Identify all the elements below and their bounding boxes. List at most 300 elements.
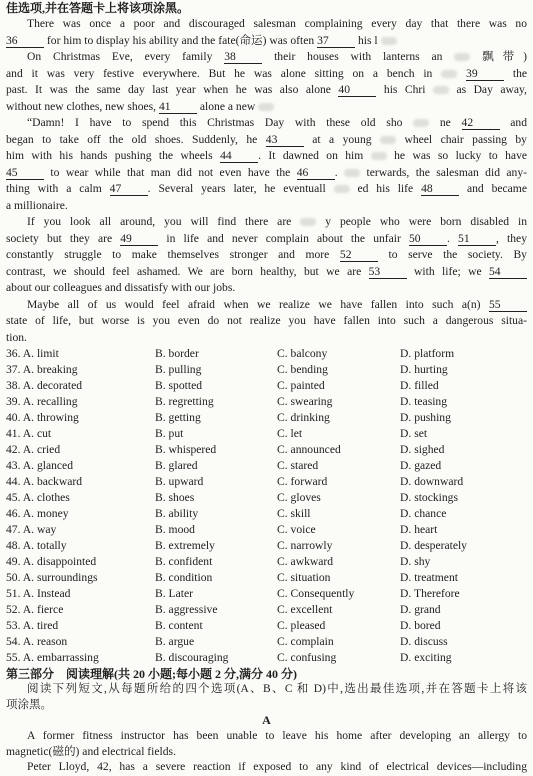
question-number: 44. — [6, 475, 21, 488]
option-word: exciting — [414, 651, 452, 664]
option-row — [6, 490, 527, 506]
line-text: 飘带) — [482, 50, 527, 63]
option-cell — [277, 474, 400, 490]
answer-blank: 52 — [340, 249, 378, 262]
option-letter: C. — [277, 459, 288, 472]
option-letter: D. — [400, 635, 412, 648]
text-line — [6, 115, 527, 132]
option-cell — [400, 346, 527, 362]
option-word: spotted — [168, 379, 203, 392]
option-letter: C. — [277, 507, 288, 520]
option-word: Therefore — [413, 587, 460, 600]
option-word: regretting — [168, 395, 214, 408]
option-cell — [155, 554, 277, 570]
option-cell — [155, 506, 277, 522]
line-text: On Christmas Eve, every family — [27, 50, 213, 63]
option-letter: B. — [155, 619, 166, 632]
option-word: cut — [36, 427, 52, 440]
question-number: 41. — [6, 427, 21, 440]
option-cell — [277, 506, 400, 522]
option-letter: B. — [155, 475, 166, 488]
option-word: tired — [36, 619, 59, 632]
option-word: money — [36, 507, 69, 520]
option-letter: B. — [155, 571, 166, 584]
answer-blank: 42 — [462, 117, 500, 130]
cloze-paragraph — [6, 115, 527, 214]
question-number: 36. — [6, 347, 21, 360]
option-letter: C. — [277, 651, 288, 664]
option-cell — [155, 474, 277, 490]
line-text: wheel chair passing by — [404, 132, 527, 146]
option-word: glared — [168, 459, 198, 472]
obscured-text-smudge — [380, 136, 396, 144]
option-cell — [400, 650, 527, 666]
option-word: heart — [414, 523, 438, 536]
option-cell — [155, 426, 277, 442]
option-cell — [6, 586, 155, 602]
option-cell — [155, 634, 277, 650]
option-word: surroundings — [36, 571, 98, 584]
line-text: 项涂黑。 — [6, 698, 52, 711]
option-letter: B. — [155, 587, 166, 600]
option-cell — [155, 650, 277, 666]
option-word: voice — [290, 523, 316, 536]
option-letter: D. — [400, 619, 412, 632]
option-letter: B. — [155, 347, 166, 360]
question-number: 54. — [6, 635, 21, 648]
line-text: state of life, but worse is you even do not realize you have fallen into such a dangerous situa- — [6, 314, 527, 327]
option-word: backward — [36, 475, 83, 488]
option-cell — [400, 394, 527, 410]
line-text: and — [510, 116, 527, 129]
option-word: gazed — [414, 459, 442, 472]
option-word: set — [414, 427, 428, 440]
obscured-text-smudge — [441, 70, 457, 78]
option-word: embarrassing — [36, 651, 99, 664]
option-cell — [6, 490, 155, 506]
option-word: limit — [36, 347, 59, 360]
line-text: ne — [439, 116, 451, 129]
obscured-text-smudge — [413, 119, 429, 127]
option-cell — [6, 602, 155, 618]
option-word: balcony — [290, 347, 328, 360]
text-line — [6, 198, 527, 215]
option-cell — [155, 570, 277, 586]
option-letter: A. — [22, 587, 35, 600]
option-cell — [277, 618, 400, 634]
option-cell — [155, 458, 277, 474]
option-letter: C. — [277, 395, 288, 408]
text-line — [6, 330, 527, 347]
option-word: painted — [290, 379, 325, 392]
option-letter: A. — [22, 539, 35, 552]
answer-blank: 45 — [6, 167, 44, 180]
option-letter: A. — [22, 379, 35, 392]
question-number: 37. — [6, 363, 21, 376]
option-word: let — [290, 427, 303, 440]
cloze-options-table — [6, 346, 527, 666]
obscured-text-smudge — [454, 53, 470, 61]
option-cell — [6, 394, 155, 410]
passage-paragraph — [6, 728, 527, 759]
line-text: without new clothes, new shoes, — [6, 99, 157, 113]
option-word: teasing — [414, 395, 448, 408]
section-title: 第三部分 阅读理解(共 20 小题;每小题 2 分,满分 40 分) — [6, 667, 297, 681]
line-text: began to take off the old shoes. Suddenly, he — [6, 132, 258, 146]
option-word: clothes — [36, 491, 70, 504]
passage-paragraph — [6, 759, 527, 775]
option-letter: C. — [277, 411, 288, 424]
option-word: argue — [168, 635, 195, 648]
option-cell — [277, 426, 400, 442]
option-letter: C. — [277, 379, 288, 392]
option-letter: B. — [155, 603, 166, 616]
answer-blank: 40 — [338, 84, 376, 97]
option-letter: B. — [155, 443, 166, 456]
line-text: he was so lucky to have — [394, 149, 527, 162]
option-row — [6, 570, 527, 586]
line-text: at a young — [312, 132, 372, 146]
text-line — [6, 181, 527, 198]
option-row — [6, 362, 527, 378]
text-line — [6, 165, 527, 182]
option-cell — [6, 570, 155, 586]
option-cell — [400, 362, 527, 378]
option-letter: D. — [400, 603, 412, 616]
option-letter: B. — [155, 459, 166, 472]
option-cell — [6, 346, 155, 362]
option-cell — [155, 346, 277, 362]
option-word: throwing — [36, 411, 79, 424]
option-cell — [6, 378, 155, 394]
option-cell — [155, 602, 277, 618]
option-word: breaking — [36, 363, 78, 376]
option-word: chance — [414, 507, 447, 520]
option-word: stockings — [414, 491, 458, 504]
option-word: reason — [36, 635, 68, 648]
option-word: recalling — [36, 395, 78, 408]
cloze-paragraph — [6, 16, 527, 49]
option-word: drinking — [290, 411, 330, 424]
option-cell — [277, 490, 400, 506]
option-word: ability — [168, 507, 199, 520]
line-text: terwards, the salesman did any- — [366, 165, 527, 179]
option-cell — [277, 394, 400, 410]
option-word: shy — [414, 555, 431, 568]
option-word: grand — [414, 603, 441, 616]
option-cell — [277, 570, 400, 586]
option-word: pleased — [290, 619, 326, 632]
question-number: 38. — [6, 379, 21, 392]
option-word: extremely — [168, 539, 215, 552]
option-letter: B. — [155, 539, 166, 552]
option-word: shoes — [168, 491, 195, 504]
option-row — [6, 538, 527, 554]
option-cell — [155, 362, 277, 378]
text-line — [6, 247, 527, 264]
option-row — [6, 586, 527, 602]
option-word: condition — [168, 571, 213, 584]
option-letter: C. — [277, 555, 288, 568]
option-row — [6, 474, 527, 490]
option-letter: B. — [155, 651, 166, 664]
option-cell — [6, 522, 155, 538]
option-cell — [6, 618, 155, 634]
option-letter: C. — [277, 523, 288, 536]
option-word: mood — [168, 523, 195, 536]
option-cell — [155, 490, 277, 506]
text-line — [6, 759, 527, 775]
line-text: to serve the society. By — [388, 248, 527, 261]
text-line — [6, 82, 527, 99]
option-word: totally — [36, 539, 67, 552]
question-number: 50. — [6, 571, 21, 584]
option-cell — [277, 458, 400, 474]
option-letter: A. — [22, 619, 35, 632]
option-cell — [277, 346, 400, 362]
line-text: about our colleagues and dissatisfy with our jobs. — [6, 281, 236, 294]
option-cell — [400, 522, 527, 538]
option-cell — [6, 410, 155, 426]
line-text: constantly struggle to make themselves stronger and more — [6, 248, 330, 261]
option-cell — [6, 554, 155, 570]
option-letter: D. — [400, 507, 412, 520]
line-text: and it was very festive everywhere. But he was alone sitting on a bench in — [6, 66, 433, 80]
option-letter: C. — [277, 539, 288, 552]
obscured-text-smudge — [344, 169, 360, 177]
option-word: skill — [290, 507, 311, 520]
text-line — [6, 132, 527, 149]
line-text: his l — [357, 33, 378, 47]
option-letter: D. — [400, 539, 412, 552]
option-word: downward — [414, 475, 464, 488]
option-cell — [6, 538, 155, 554]
option-letter: A. — [22, 635, 35, 648]
option-letter: C. — [277, 475, 288, 488]
option-word: fierce — [36, 603, 64, 616]
line-text: for him to display his ability and the fate(命运) was often — [46, 33, 315, 47]
option-word: getting — [168, 411, 201, 424]
option-word: platform — [414, 347, 455, 360]
option-cell — [277, 378, 400, 394]
answer-blank: 37 — [317, 35, 355, 48]
option-cell — [400, 586, 527, 602]
option-letter: C. — [277, 587, 288, 600]
option-letter: D. — [400, 363, 412, 376]
line-text: past. It was the same day last year when he was also alone — [6, 83, 331, 96]
reading-passage — [6, 728, 527, 775]
option-letter: D. — [400, 523, 412, 536]
option-cell — [6, 426, 155, 442]
line-text: their houses with lanterns an — [274, 50, 443, 63]
option-word: pulling — [168, 363, 202, 376]
option-cell — [400, 378, 527, 394]
cloze-paragraph — [6, 214, 527, 297]
option-row — [6, 602, 527, 618]
option-cell — [155, 378, 277, 394]
option-letter: A. — [22, 443, 35, 456]
answer-blank: 51 — [458, 233, 496, 246]
option-letter: B. — [155, 555, 166, 568]
option-row — [6, 378, 527, 394]
option-cell — [277, 538, 400, 554]
line-text: and became — [466, 182, 527, 195]
text-line — [6, 744, 527, 760]
option-cell — [400, 506, 527, 522]
question-number: 47. — [6, 523, 21, 536]
option-letter: C. — [277, 427, 288, 440]
option-letter: D. — [400, 651, 412, 664]
line-text: a millionaire. — [6, 198, 68, 212]
option-letter: C. — [277, 619, 288, 632]
question-number: 49. — [6, 555, 21, 568]
option-word: hurting — [414, 363, 448, 376]
option-row — [6, 426, 527, 442]
option-cell — [277, 554, 400, 570]
text-line — [6, 148, 527, 165]
line-text: in life and never complain about the unfair — [166, 231, 401, 245]
option-word: Later — [168, 587, 194, 600]
question-number: 46. — [6, 507, 21, 520]
option-letter: C. — [277, 363, 288, 376]
option-letter: D. — [400, 475, 412, 488]
option-word: discuss — [414, 635, 448, 648]
option-word: announced — [290, 443, 341, 456]
option-letter: A. — [22, 651, 35, 664]
option-cell — [155, 442, 277, 458]
option-word: situation — [290, 571, 331, 584]
option-letter: D. — [400, 411, 412, 424]
option-row — [6, 442, 527, 458]
cloze-paragraph — [6, 297, 527, 347]
option-letter: C. — [277, 571, 288, 584]
question-number: 45. — [6, 491, 21, 504]
option-cell — [6, 362, 155, 378]
line-text: as Day away, — [456, 83, 527, 96]
option-letter: D. — [400, 571, 412, 584]
option-letter: B. — [155, 395, 166, 408]
line-text: , they — [496, 231, 527, 245]
option-letter: D. — [400, 459, 412, 472]
option-letter: C. — [277, 635, 288, 648]
option-word: Consequently — [290, 587, 355, 600]
option-letter: B. — [155, 635, 166, 648]
text-line — [6, 682, 527, 698]
line-text: alone a new — [199, 99, 256, 113]
line-text: contrast, we should feel ashamed. We are born healthy, but we are — [6, 264, 362, 278]
question-number: 55. — [6, 651, 21, 664]
option-cell — [277, 586, 400, 602]
option-row — [6, 618, 527, 634]
option-word: bending — [290, 363, 328, 376]
line-text: with life; we — [414, 264, 482, 278]
option-letter: B. — [155, 523, 166, 536]
line-text: A former fitness instructor has been unable to leave his home after developing an allergy to — [27, 729, 527, 742]
option-cell — [400, 426, 527, 442]
text-line — [6, 16, 527, 33]
question-number: 48. — [6, 539, 21, 552]
answer-blank: 47 — [110, 183, 148, 196]
option-word: confident — [168, 555, 213, 568]
line-text: him with his hands pushing the wheels — [6, 149, 213, 162]
answer-blank: 46 — [297, 167, 335, 180]
text-line — [6, 214, 527, 231]
line-text: . It dawned on him — [258, 149, 364, 162]
option-letter: C. — [277, 347, 288, 360]
option-letter: C. — [277, 443, 288, 456]
option-letter: A. — [22, 427, 35, 440]
option-cell — [400, 474, 527, 490]
line-text: If you look all around, you will find there are — [27, 215, 292, 228]
question-number: 40. — [6, 411, 21, 424]
line-text: thing with a calm — [6, 182, 102, 195]
text-line — [6, 264, 527, 281]
option-cell — [6, 474, 155, 490]
text-line — [6, 99, 527, 116]
option-word: cried — [36, 443, 61, 456]
question-number: 51. — [6, 587, 21, 600]
answer-blank: 44 — [220, 150, 258, 163]
text-line — [6, 728, 527, 744]
line-text: . — [334, 165, 338, 179]
option-cell — [400, 410, 527, 426]
line-text: . — [447, 231, 450, 245]
text-line — [6, 231, 527, 248]
line-text: the — [512, 66, 527, 80]
option-word: awkward — [290, 555, 334, 568]
option-word: border — [168, 347, 199, 360]
option-cell — [6, 458, 155, 474]
option-cell — [6, 442, 155, 458]
line-text: y people who were born disabled in — [325, 215, 527, 228]
text-line — [6, 49, 527, 66]
cloze-paragraph — [6, 49, 527, 115]
option-cell — [6, 506, 155, 522]
obscured-text-smudge — [300, 218, 316, 226]
option-letter: A. — [22, 523, 35, 536]
obscured-text-smudge — [334, 185, 350, 193]
option-letter: A. — [22, 571, 35, 584]
option-row — [6, 410, 527, 426]
option-word: aggressive — [168, 603, 218, 616]
answer-blank: 55 — [489, 299, 527, 312]
option-word: swearing — [290, 395, 333, 408]
option-letter: A. — [22, 491, 35, 504]
option-cell — [277, 634, 400, 650]
option-letter: A. — [22, 603, 35, 616]
obscured-text-smudge — [371, 152, 387, 160]
line-text: . Several years later, he eventuall — [147, 182, 326, 195]
option-row — [6, 522, 527, 538]
option-word: upward — [168, 475, 204, 488]
option-row — [6, 650, 527, 666]
option-word: pushing — [414, 411, 451, 424]
option-letter: A. — [22, 475, 35, 488]
line-text: to wear while that man did not even have the — [50, 165, 291, 179]
option-letter: A. — [22, 459, 35, 472]
option-letter: A. — [22, 363, 35, 376]
option-word: put — [168, 427, 184, 440]
answer-blank: 41 — [159, 101, 197, 114]
option-cell — [6, 634, 155, 650]
option-letter: B. — [155, 379, 166, 392]
option-cell — [400, 490, 527, 506]
option-letter: A. — [22, 395, 35, 408]
option-word: bored — [414, 619, 441, 632]
option-word: disappointed — [36, 555, 97, 568]
option-word: complain — [290, 635, 334, 648]
option-cell — [400, 538, 527, 554]
